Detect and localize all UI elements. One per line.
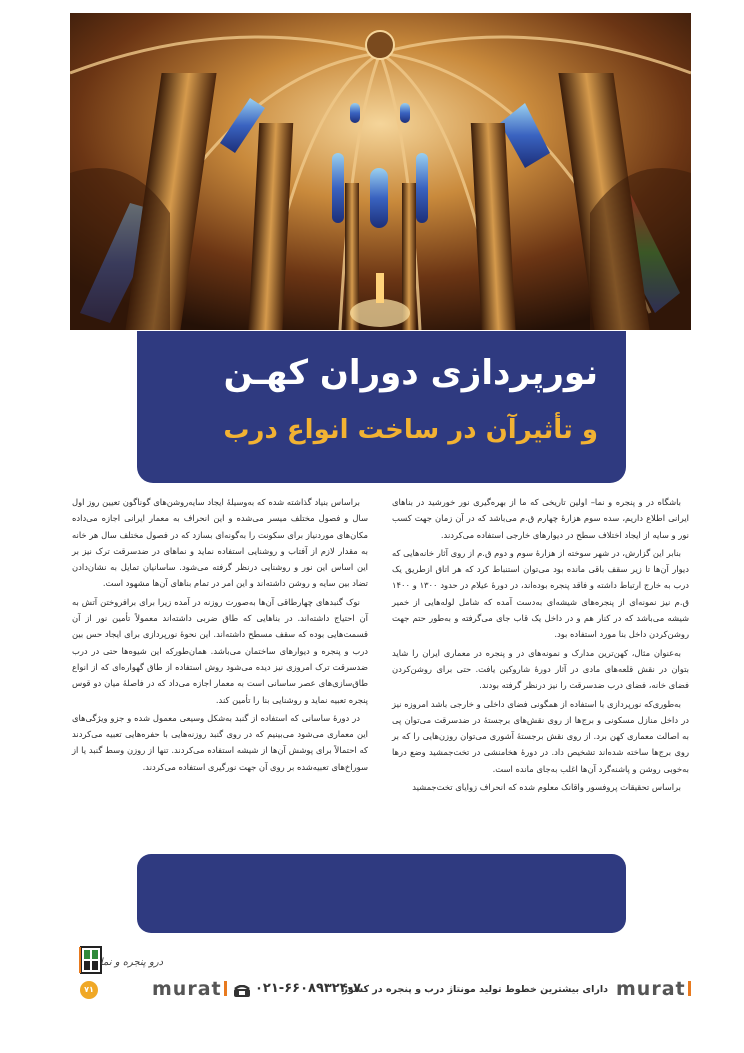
brand-logo-right — [616, 978, 691, 1000]
paragraph: نوک گنبدهای چهارطاقی آن‌ها به‌صورت روزنه در آمده زیرا برای برافروختن آتش به آن احتیاج داشته‌اند. در بناهایی که طاق ضربی داشته‌اند معمولاً تأمین نور از آن قسمت‌هایی بوده که سقف مسطح داشته‌اند. این نحوهٔ نورپردازی برای ایجاد حس بین درب و پنجره و دیوارهای ساختمان می‌باشد. همان‌طورکه این شیوه‌ها حتی در درب ضدسرقت ترک امروزی نیز دیده می‌شود روش استفاده از طاق گهواره‌ای که از انواع طاق‌سازی‌های عصر ساسانی است به معمار اجازه می‌داد که در فاصلهٔ میان دو قوس پنجره تعبیه نماید و روشنایی بنا را تأمین کند. — [72, 596, 368, 705]
paragraph: به‌عنوان مثال، کهن‌ترین مدارک و نمونه‌های در و پنجره در معماری ایران را شاید بتوان در نقش قلعه‌های مادی در آثار دورهٔ شاروکین یافت. حتی برای روشن‌کردن فضای خانه، فضای درب ضدسرقت را نیز درنظر گرفته بودند. — [392, 647, 689, 691]
logo-accent-bar — [224, 981, 227, 996]
paragraph: به‌طوری‌که نورپردازی با استفاده از همگونی فضای داخلی و خارجی باشد امروزه نیز در داخل منازل مسکونی و برج‌ها از روی نقش‌های برجستهٔ در ضدسرقت می‌توان پی به اصالت معماری کهن برد. از روی نقش برجستهٔ آشوری می‌توان روزن‌هایی را که بر روی برج‌ها ساخته شده‌اند تشخیص داد. در دورهٔ هخامنشی در تخت‌جمشید وضع درها به‌خوبی روشن و پاشنه‌گرد آن‌ها اغلب به‌جای مانده است. — [392, 698, 689, 774]
paragraph: بنابر این گزارش، در شهر سوخته از هزارهٔ سوم و دوم ق.م از روی آثار خانه‌هایی که دیوار آن‌ها تا زیر سقف باقی مانده بود می‌توان استنباط کرد که هر اتاق ازطریق یک درب به خارج ارتباط داشته و فاقد پنجره بوده‌اند، در دورهٔ عیلام در حدود ۱۳۰۰ و ۱۴۰۰ ق.م نیز نمونه‌ای از پنجره‌های شیشه‌ای به‌دست آمده که شامل لوله‌هایی از خمیر شیشه می‌باشد که در کنار هم و در داخل یک قاب جای می‌گرفته و به‌طور حتم جهت روشن‌کردن داخل بنا مورد استفاده بود. — [392, 547, 689, 640]
brand-logo-text: murat — [616, 978, 686, 1000]
cathedral-illustration — [70, 13, 691, 330]
bottom-banner — [137, 854, 626, 933]
footer-tagline: دارای بیشترین خطوط تولید مونتاژ درب و پنجره در کشور — [342, 984, 608, 995]
paragraph: در دورهٔ ساسانی که استفاده از گنبد به‌شکل وسیعی معمول شده و جزو ویژگی‌های این معماری می‌شود می‌بینیم که در روی گنبد روزنه‌هایی با حفره‌هایی تعبیه می‌کردند که احتمالاً برای پوشش آن‌ها از شیشه استفاده می‌کردند. تنها از روزن وسط گنبد یا از سوراخ‌های تعبیه‌شده بر روی آن جهت نورگیری استفاده می‌کردند. — [72, 712, 368, 772]
logo-accent-bar — [688, 981, 691, 996]
text-column-right — [392, 494, 689, 797]
title-banner — [137, 331, 626, 483]
footer-phone: ۰۲۱-۶۶۰۸۹۳۲۴-۷ — [255, 981, 362, 996]
page-number: ۷۱ — [80, 981, 98, 999]
hero-image — [70, 13, 691, 330]
paragraph: باشگاه در و پنجره و نما– اولین تاریخی که ما از بهره‌گیری نور خورشید در بناهای ایرانی اطلاع داریم، سده سوم هزارهٔ چهارم ق.م می‌باشد که در آن زمان جهت کسب نور و سایه از ایجاد اختلاف سطح در دیوارهای خارجی استفاده می‌کردند. — [392, 497, 689, 540]
brand-logo-text: murat — [152, 978, 222, 1000]
text-column-left — [72, 494, 368, 777]
article-title: نورپردازی دوران کهـن — [223, 353, 598, 393]
paragraph: براساس تحقیقات پروفسور واقانک معلوم شده که انحراف زوایای تخت‌جمشید — [412, 782, 681, 793]
paragraph: براساس بنیاد گذاشته شده که به‌وسیلهٔ ایجاد سایه‌روشن‌های گوناگون تعیین روز اول سال و فصول مختلف میسر می‌شده و این انحراف به معمار ایرانی اجازه می‌داده مکان‌های موردنیاز برای سکونت را به‌گونه‌ای بسازد که در فصول مختلف سال هر خانه به مقدار لازم از آفتاب و روشنایی استفاده نماید و نماهای در ضدسرقت ترک نیز بر این اساس این نور و روشنایی درنظر گرفته می‌شود. ساسانیان تمایل به نشان‌دادن تضاد بین سایه و روشن داشته‌اند و این امر در تمام بناهای آن‌ها مشهود است. — [72, 497, 368, 589]
phone-icon — [233, 983, 251, 1002]
brand-logo-left — [152, 978, 227, 1000]
article-subtitle: و تأثیرآن در ساخت انواع درب — [223, 415, 598, 445]
magazine-name: درو پنجره و نما — [100, 957, 164, 968]
